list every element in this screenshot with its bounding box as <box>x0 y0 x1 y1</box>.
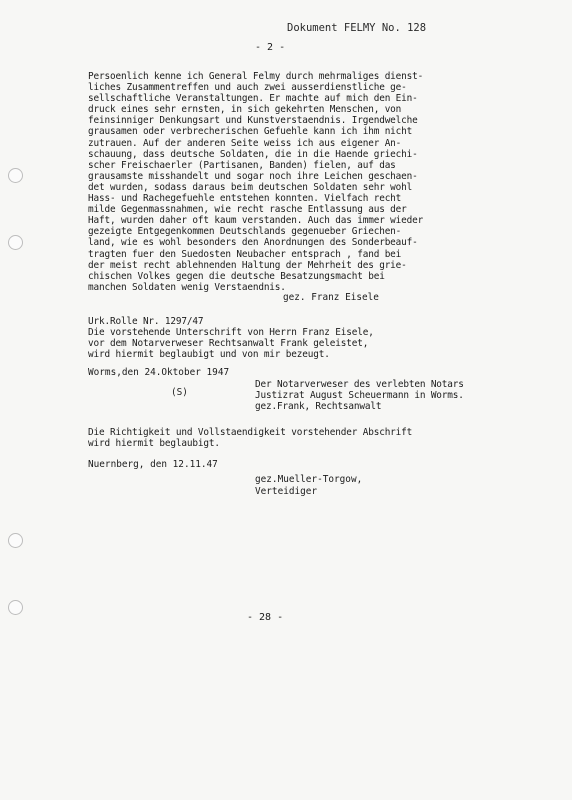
text-line: liches Zusammentreffen und auch zwei ausserdienstliche ge- <box>88 82 407 94</box>
text-line: zutrauen. Auf der anderen Seite weiss ich aus eigener An- <box>88 137 402 149</box>
statement-paragraph <box>88 71 488 293</box>
page-number-bottom: - 28 - <box>247 612 284 623</box>
attestation-place-date: Nuernberg, den 12.11.47 <box>88 459 218 470</box>
text-line: schauung, dass deutsche Soldaten, die in die Haende griechi- <box>88 148 418 160</box>
text-line: Hass- und Rachegefuehle entstehen konnten. Vielfach recht <box>88 193 402 205</box>
punch-hole <box>8 168 23 183</box>
text-line: der meist recht ablehnenden Haltung der Mehrheit des grie- <box>88 259 407 271</box>
text-line: Die vorstehende Unterschrift von Herrn Franz Eisele, <box>88 327 374 339</box>
text-line: det wurden, sodass daraus beim deutschen Soldaten sehr wohl <box>88 181 413 193</box>
text-line: sellschaftliche Veranstaltungen. Er machte auf mich den Ein- <box>88 93 418 105</box>
text-line: tragten fuer den Suedosten Neubacher entsprach , fand bei <box>88 248 402 260</box>
notary-signature-block <box>255 379 464 412</box>
text-line: scher Freischaerler (Partisanen, Banden) fielen, auf das <box>88 159 396 171</box>
text-line: wird hiermit beglaubigt und von mir bezeugt. <box>88 349 330 361</box>
attestation-block <box>88 427 412 449</box>
text-line: Justizrat August Scheuermann in Worms. <box>255 390 464 402</box>
text-line: Der Notarverweser des verlebten Notars <box>255 379 464 390</box>
text-line: manchen Soldaten wenig Verstaendnis. <box>88 281 286 293</box>
text-line: chischen Volkes gegen die deutsche Besatzungsmacht bei <box>88 270 385 282</box>
text-line: grausamen oder verbrecherischen Gefuehle kann ich ihm nicht <box>88 126 413 138</box>
text-line: gez.Mueller-Torgow, <box>255 474 363 485</box>
text-line: Die Richtigkeit und Vollstaendigkeit vorstehender Abschrift <box>88 427 413 438</box>
seal-mark: (S) <box>171 387 188 398</box>
text-line: milde Gegenmassnahmen, wie recht rasche Entlassung aus der <box>88 204 407 216</box>
punch-hole <box>8 235 23 250</box>
text-line: Urk.Rolle Nr. 1297/47 <box>88 316 204 327</box>
certification-block <box>88 316 374 360</box>
text-line: Verteidiger <box>255 485 318 497</box>
text-line: wird hiermit beglaubigt. <box>88 438 220 450</box>
text-line: vor dem Notarverweser Rechtsanwalt Frank geleistet, <box>88 338 369 350</box>
punch-hole <box>8 600 23 615</box>
text-line: gez.Frank, Rechtsanwalt <box>255 401 382 413</box>
punch-hole <box>8 533 23 548</box>
text-line: grausamste misshandelt und sogar noch ihre Leichen geschaen- <box>88 170 418 182</box>
defender-signature-block <box>255 474 362 497</box>
text-line: Haft, wurden daher oft kaum verstanden. Auch das immer wieder <box>88 215 424 227</box>
text-line: gezeigte Entgegenkommen Deutschlands gegenueber Griechen- <box>88 226 402 238</box>
text-line: druck eines sehr ernsten, in sich gekehrten Menschen, von <box>88 104 402 116</box>
statement-signature: gez. Franz Eisele <box>283 292 379 303</box>
page-number-top: - 2 - <box>255 42 286 53</box>
certification-place-date: Worms,den 24.Oktober 1947 <box>88 367 230 378</box>
document-reference: Dokument FELMY No. 128 <box>287 22 427 34</box>
text-line: land, wie es wohl besonders den Anordnungen des Sonderbeauf- <box>88 237 418 249</box>
text-line: Persoenlich kenne ich General Felmy durch mehrmaliges dienst- <box>88 71 424 82</box>
text-line: feinsinniger Denkungsart und Kunstverstaendnis. Irgendwelche <box>88 115 418 127</box>
